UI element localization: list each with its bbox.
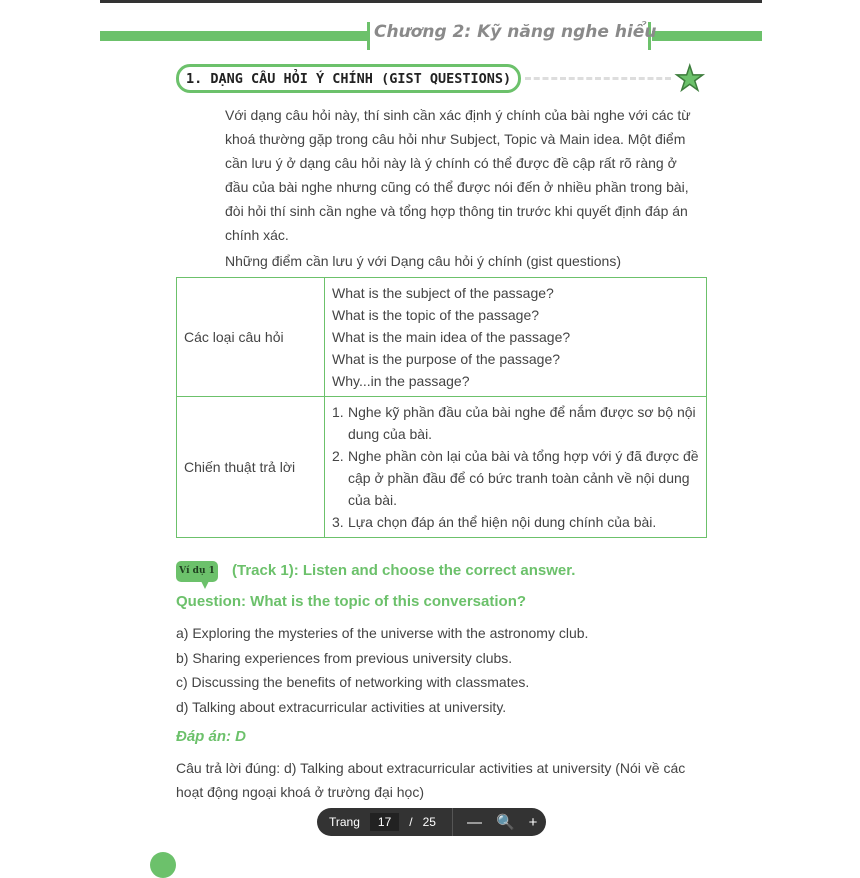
section-title: 1. DẠNG CÂU HỎI Ý CHÍNH (GIST QUESTIONS) [176,64,521,93]
option-b: b) Sharing experiences from previous university clubs. [176,649,513,666]
toolbar-divider [452,808,453,836]
list-item: What is the purpose of the passage? [332,351,561,367]
intro-paragraph: Với dạng câu hỏi này, thí sinh cần xác định ý chính của bài nghe với các từ khoá thường gặp trong câu hỏi như Subject, Topic và Main idea. Một điểm cần lưu ý ở dạng câu hỏi này là ý chính có thể được đề cập rất rõ ràng ở đầu của bài nghe nhưng cũng có thể được nói đến ở nhiều phần trong bài, đòi hỏi thí sinh cần nghe và tổng hợp thông tin trước khi quyết định đáp án chính xác. [225,107,691,243]
star-icon: ★ [674,59,705,98]
table-row [177,278,707,397]
chapter-title: Chương 2: Kỹ năng nghe hiểu [374,22,657,42]
top-border [100,0,762,3]
list-item: Why...in the passage? [332,373,470,389]
total-pages: 25 [422,815,436,829]
list-item [332,511,699,533]
header-band-left [100,31,368,41]
decorative-circle [150,852,176,878]
item-text: Nghe phần còn lại của bài và tổng hợp với ý đã được đề cập ở phần đầu để có bức tranh toàn cảnh về nội dung của bài. [348,448,699,508]
zoom-icon[interactable]: 🔍 [495,814,515,831]
option-c: c) Discussing the benefits of networking with classmates. [176,674,530,690]
example-header [176,560,707,582]
list-item: What is the subject of the passage? [332,285,554,301]
strategies [325,397,707,538]
table-row [177,397,707,538]
item-text: Lựa chọn đáp án thể hiện nội dung chính của bài. [348,514,657,530]
gist-table [176,277,707,538]
page-number-input[interactable]: 17 [370,813,399,831]
list-item [332,445,699,511]
page-label: Trang [329,815,360,829]
page-separator: / [409,815,413,829]
question-types [325,278,707,397]
header-divider [367,22,370,50]
item-number: 2. [332,448,344,464]
list-item: What is the topic of the passage? [332,307,540,323]
pdf-toolbar [317,808,546,836]
dashed-line [525,77,670,80]
row-label: Các loại câu hỏi [177,278,325,397]
example-instruction: (Track 1): Listen and choose the correct answer. [232,562,576,579]
page-content [176,59,707,836]
option-d: d) Talking about extracurricular activities at university. [176,698,507,715]
answer-label: Đáp án: D [176,728,247,745]
option-a: a) Exploring the mysteries of the universe with the astronomy club. [176,625,589,641]
row-label: Chiến thuật trả lời [177,397,325,538]
item-number: 3. [332,514,344,530]
item-text: Nghe kỹ phần đầu của bài nghe để nắm được sơ bộ nội dung của bài. [348,404,696,442]
zoom-out-button[interactable]: — [466,813,482,831]
answer-explanation: Câu trả lời đúng: d) Talking about extracurricular activities at university (Nói về các hoạt động ngoại khoá ở trường đại học) [176,760,686,800]
list-item: What is the main idea of the passage? [332,329,571,345]
options-list [176,621,707,719]
list-item [332,401,699,445]
example-question: Question: What is the topic of this conversation? [176,593,527,610]
item-number: 1. [332,404,344,420]
zoom-in-button[interactable]: + [528,813,538,831]
table-caption: Những điểm cần lưu ý với Dạng câu hỏi ý chính (gist questions) [225,253,622,269]
section-header [176,59,707,98]
header-band-right [652,31,762,41]
example-badge: Ví dụ 1 [176,561,218,582]
